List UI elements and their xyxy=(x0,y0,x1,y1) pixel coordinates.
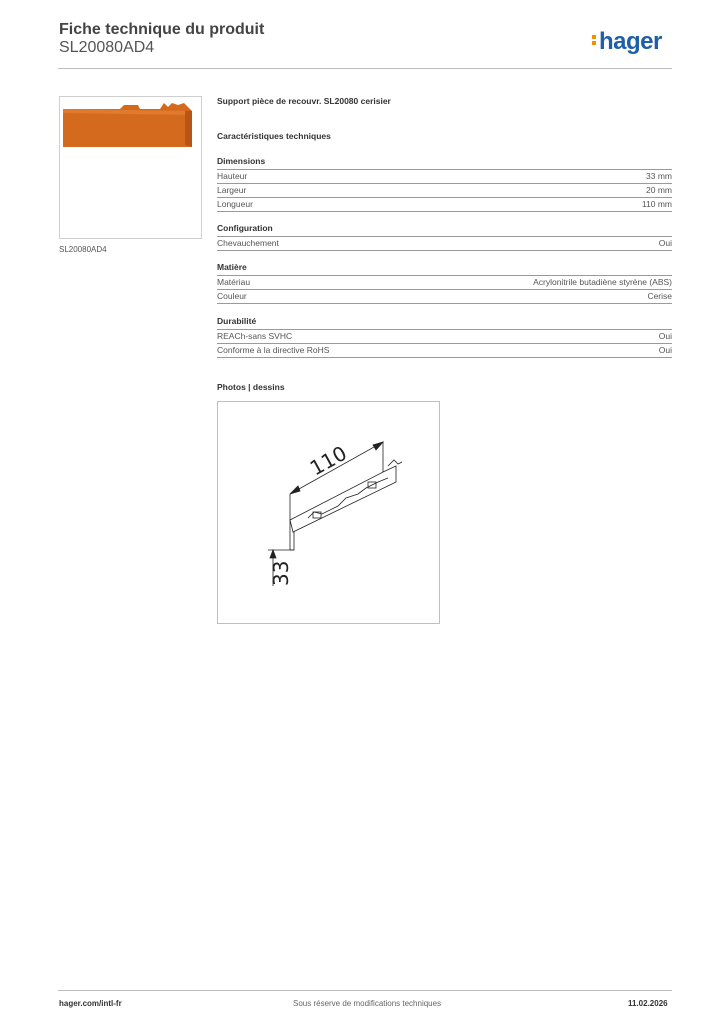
photos-title: Photos | dessins xyxy=(217,382,285,392)
product-title: Support pièce de recouvr. SL20080 cerisier xyxy=(217,96,391,106)
spec-row: REACh-sans SVHC Oui xyxy=(217,330,672,344)
page-title: Fiche technique du produit xyxy=(59,21,265,38)
section-title: Configuration xyxy=(217,223,672,237)
dimension-drawing-icon xyxy=(218,402,439,623)
length-dimension-label: 110 xyxy=(305,440,351,481)
section-title: Dimensions xyxy=(217,156,672,170)
spec-row: Longueur 110 mm xyxy=(217,198,672,212)
product-image xyxy=(59,96,202,239)
spec-row: Largeur 20 mm xyxy=(217,184,672,198)
product-photo-icon xyxy=(60,97,201,238)
logo-dots-icon xyxy=(592,33,597,47)
image-caption: SL20080AD4 xyxy=(59,245,107,254)
spec-row: Conforme à la directive RoHS Oui xyxy=(217,344,672,358)
section-title: Durabilité xyxy=(217,316,672,330)
characteristics-title: Caractéristiques techniques xyxy=(217,131,331,141)
height-dimension-label: 33 xyxy=(269,560,293,586)
spec-row: Matériau Acrylonitrile butadiène styrène (ABS) xyxy=(217,276,672,290)
technical-drawing xyxy=(217,401,440,624)
hager-logo: hager xyxy=(592,28,662,56)
section-material xyxy=(217,262,672,304)
header-divider xyxy=(58,68,672,69)
footer-website-link[interactable]: hager.com/intl-fr xyxy=(59,999,122,1008)
section-dimensions xyxy=(217,156,672,212)
footer-date: 11.02.2026 xyxy=(628,999,668,1008)
footer-divider xyxy=(58,990,672,991)
footer-disclaimer: Sous réserve de modifications techniques xyxy=(293,999,442,1008)
spec-row: Couleur Cerise xyxy=(217,290,672,304)
section-title: Matière xyxy=(217,262,672,276)
spec-row: Hauteur 33 mm xyxy=(217,170,672,184)
section-configuration xyxy=(217,223,672,251)
product-reference: SL20080AD4 xyxy=(59,39,155,56)
section-durability xyxy=(217,316,672,358)
spec-row: Chevauchement Oui xyxy=(217,237,672,251)
